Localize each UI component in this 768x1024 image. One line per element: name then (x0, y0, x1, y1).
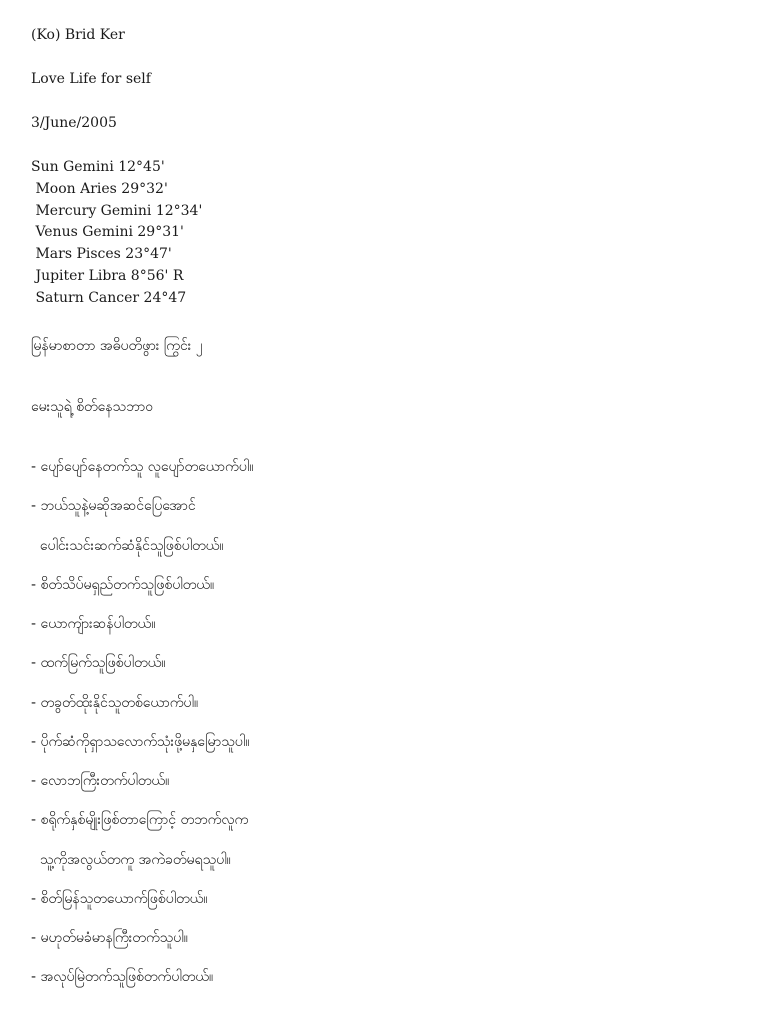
trait-item: သူ့ကိုအလွယ်တကူ အကဲခတ်မရသူပါ။ (31, 852, 231, 868)
trait-item: - လောဘကြီးတက်ပါတယ်။ (31, 773, 170, 789)
trait-item: - တခွတ်ထိုးနိုင်သူတစ်ယောက်ပါ။ (31, 695, 199, 711)
section-subheading: မေးသူရဲ့ စိတ်နေသဘာဝ (31, 399, 154, 415)
planet-line: Mars Pisces 23°47' (31, 246, 172, 262)
document-topic: Love Life for self (31, 71, 151, 87)
author-name: (Ko) Brid Ker (31, 27, 125, 43)
trait-item: - ဘယ်သူနဲ့မဆိုအဆင်ပြေအောင် (31, 498, 196, 514)
trait-item: - စိတ်သိပ်မရှည်တက်သူဖြစ်ပါတယ်။ (31, 577, 215, 593)
planet-line: Mercury Gemini 12°34' (31, 203, 203, 219)
trait-item: - စိတ်မြန်သူတယောက်ဖြစ်ပါတယ်။ (31, 891, 208, 907)
trait-item: - အလုပ်မြဲတက်သူဖြစ်တက်ပါတယ်။ (31, 969, 214, 985)
planet-line: Saturn Cancer 24°47 (31, 290, 187, 306)
trait-item: - စရိုက်နှစ်မျိုးဖြစ်တာကြောင့် တဘက်လူက (31, 812, 249, 828)
trait-item: ပေါင်းသင်းဆက်ဆံနိုင်သူဖြစ်ပါတယ်။ (31, 538, 224, 554)
planet-line: Moon Aries 29°32' (31, 181, 168, 197)
trait-item: - ထက်မြက်သူဖြစ်ပါတယ်။ (31, 655, 166, 671)
planet-line: Venus Gemini 29°31' (31, 224, 184, 240)
document-date: 3/June/2005 (31, 115, 117, 131)
trait-item: - ယောကျ်ားဆန်ပါတယ်။ (31, 616, 156, 632)
section-heading: မြန်မာစာတာ အဓိပတိဖွား ကြွင်း ၂ (31, 338, 203, 354)
trait-item: - ပျော်ပျော်နေတက်သူ လူပျော်တယောက်ပါ။ (31, 459, 254, 475)
planet-line: Sun Gemini 12°45' (31, 159, 165, 175)
trait-item: - မဟုတ်မခံမာနကြီးတက်သူပါ။ (31, 930, 188, 946)
planet-line: Jupiter Libra 8°56' R (31, 268, 184, 284)
trait-item: - ပိုက်ဆံကိုရှာသလောက်သုံးဖို့မနှမြောသူပါ။ (31, 734, 250, 750)
